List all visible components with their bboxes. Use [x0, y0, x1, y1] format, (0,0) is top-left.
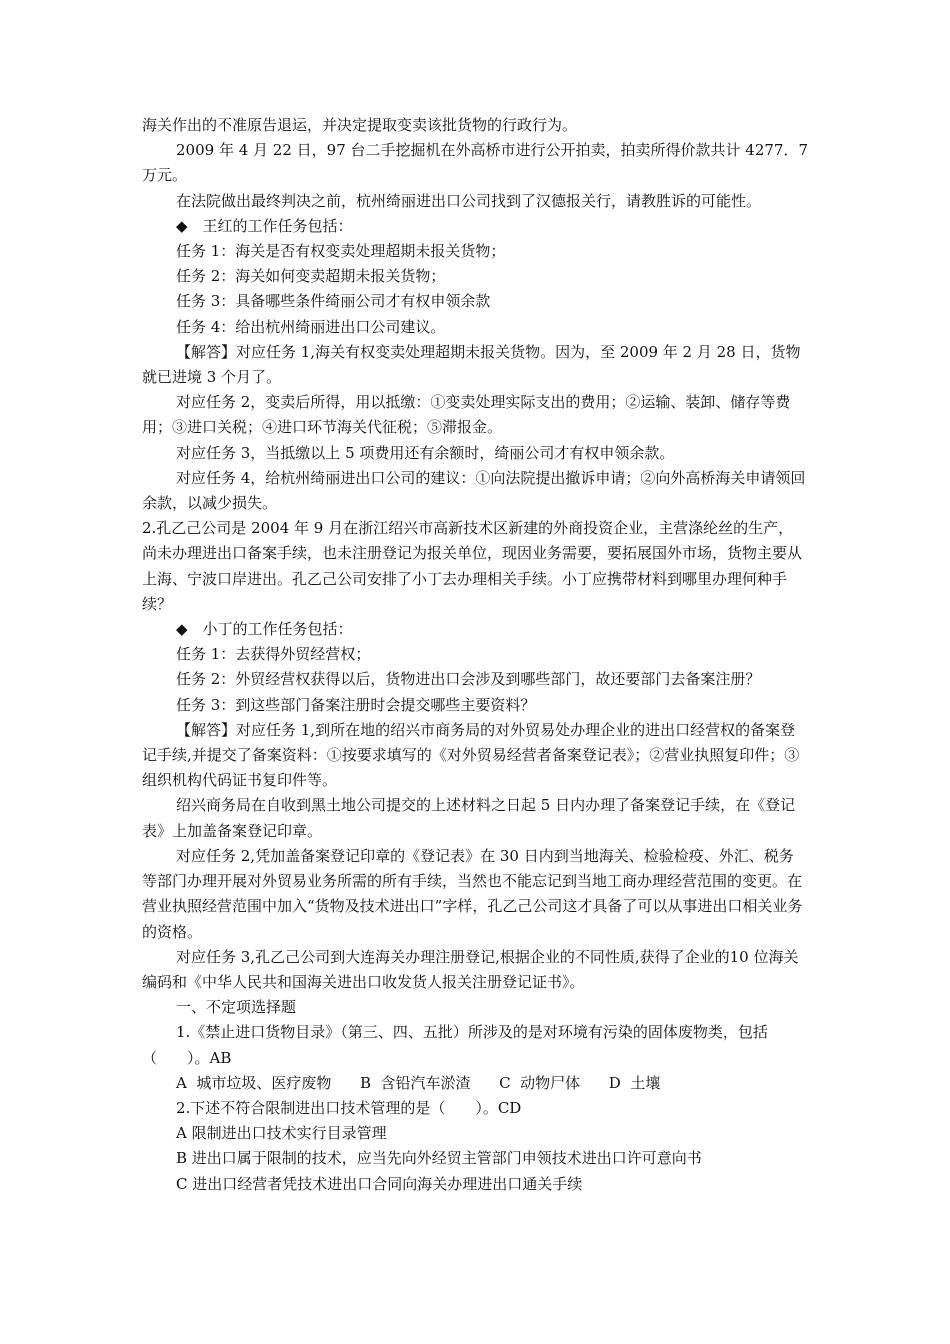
- task-heading: ◆ 小丁的工作任务包括：: [176, 620, 353, 639]
- paragraph: 在法院做出最终判决之前，杭州绮丽进出口公司找到了汉德报关行，请教胜诉的可能性。: [176, 191, 762, 210]
- paragraph: 对应任务 4，给杭州绮丽进出口公司的建议：①向法院提出撤诉申请；②向外高桥海关申请领回余款，以减少损失。: [142, 468, 806, 513]
- paragraph: 2009 年 4 月 22 日，97 台二手挖掘机在外高桥市进行公开拍卖，拍卖所得价款共计 4277．7 万元。: [142, 141, 808, 185]
- answer-options: A 城市垃圾、医疗废物 B 含铅汽车淤渣 C 动物尸体 D 土壤: [176, 1073, 661, 1092]
- task-item: 任务 4：给出杭州绮丽进出口公司建议。: [176, 317, 446, 336]
- paragraph: 绍兴商务局在自收到黑土地公司提交的上述材料之日起 5 日内办理了备案登记手续，在《登记表》上加盖备案登记印章。: [142, 796, 796, 840]
- answer-paragraph: 【解答】对应任务 1,海关有权变卖处理超期未报关货物。因为，至 2009 年 2 月 28 日，货物就已进境 3 个月了。: [142, 342, 801, 387]
- paragraph: 海关作出的不准原告退运，并决定提取变卖该批货物的行政行为。: [142, 116, 578, 134]
- section-heading: 一、不定项选择题: [176, 998, 297, 1017]
- task-item: 任务 1：去获得外贸经营权；: [176, 645, 371, 664]
- paragraph: 对应任务 3,孔乙己公司到大连海关办理注册登记,根据企业的不同性质,获得了企业的10 位海关编码和《中华人民共和国海关进出口收发货人报关注册登记证书》。: [142, 947, 799, 991]
- answer-option: B 进出口属于限制的技术，应当先向外经贸主管部门申领技术进出口许可意向书: [176, 1149, 702, 1168]
- task-item: 任务 2：海关如何变卖超期未报关货物；: [176, 267, 446, 286]
- task-item: 任务 2：外贸经营权获得以后，货物进出口会涉及到哪些部门，故还要部门去备案注册？: [176, 670, 761, 689]
- paragraph: 对应任务 2,凭加盖备案登记印章的《登记表》在 30 日内到当地海关、检验检疫、外汇、税务等部门办理开展对外贸易业务所需的所有手续，当然也不能忘记到当地工商办理经营范围的变更。在营业执照经营范围中加入“货物及技术进出口”字样，孔乙己公司这才具备了可以从事进出口相关业务的资格。: [142, 846, 803, 941]
- answer-paragraph: 【解答】对应任务 1,到所在地的绍兴市商务局的对外贸易处办理企业的进出口经营权的备案登记手续,并提交了备案资料：①按要求填写的《对外贸易经营者备案登记表》；②营业执照复印件；③组织机构代码证书复印件等。: [142, 720, 800, 790]
- paragraph: 对应任务 3，当抵缴以上 5 项费用还有余额时，绮丽公司才有权申领余款。: [176, 443, 675, 462]
- task-heading: ◆ 王红的工作任务包括：: [176, 216, 353, 235]
- task-item: 任务 3：到这些部门备案注册时会提交哪些主要资料？: [176, 695, 536, 714]
- answer-option: A 限制进出口技术实行目录管理: [176, 1124, 387, 1143]
- case-paragraph: 2.孔乙己公司是 2004 年 9 月在浙江绍兴市高新技术区新建的外商投资企业，主营涤纶丝的生产，尚未办理进出口备案手续，也未注册登记为报关单位，现因业务需要，要拓展国外市场，货物主要从上海、宁波口岸进出。孔乙己公司安排了小丁去办理相关手续。小丁应携带材料到哪里办理何种手续？: [142, 519, 803, 613]
- task-item: 任务 1：海关是否有权变卖处理超期未报关货物；: [176, 242, 506, 261]
- task-item: 任务 3：具备哪些条件绮丽公司才有权申领余款: [176, 292, 491, 311]
- answer-option: C 进出口经营者凭技术进出口合同向海关办理进出口通关手续: [176, 1174, 583, 1193]
- paragraph: 对应任务 2，变卖后所得，用以抵缴：①变卖处理实际支出的费用；②运输、装卸、储存等费用；③进口关税；④进口环节海关代征税；⑤滞报金。: [142, 393, 791, 437]
- question: 1.《禁止进口货物目录》（第三、四、五批）所涉及的是对环境有污染的固体废物类，包括（ ）。AB: [142, 1023, 768, 1067]
- question: 2.下述不符合限制进出口技术管理的是（ ）。CD: [176, 1098, 522, 1117]
